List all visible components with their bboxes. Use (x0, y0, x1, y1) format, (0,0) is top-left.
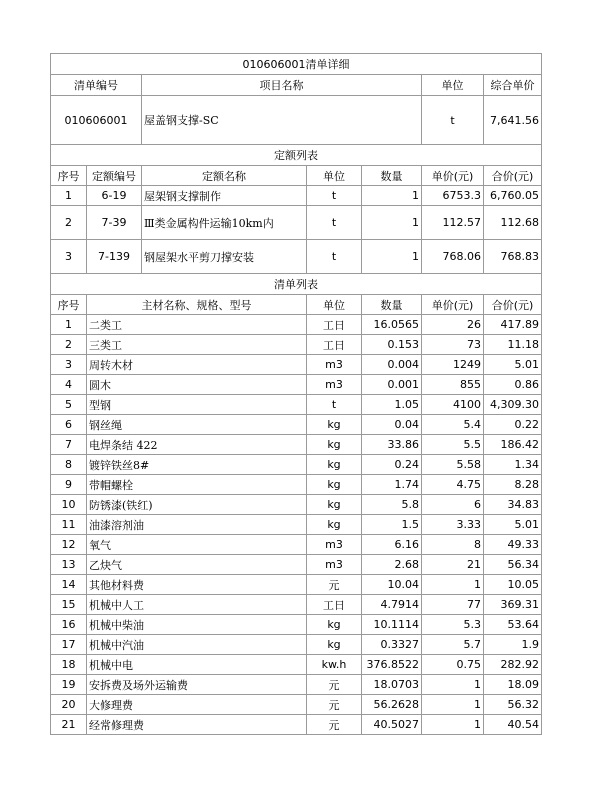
material-no: 5 (51, 395, 87, 415)
material-qty: 16.0565 (362, 315, 422, 335)
material-unit: 元 (307, 575, 362, 595)
item-header-row (51, 75, 542, 96)
material-unit: kg (307, 495, 362, 515)
material-unit: kg (307, 475, 362, 495)
quota-name: Ⅲ类金属构件运输10km内 (142, 206, 307, 240)
material-total: 18.09 (484, 675, 542, 695)
material-no: 4 (51, 375, 87, 395)
title-row (51, 54, 542, 75)
item-name: 屋盖钢支撑-SC (142, 96, 422, 145)
material-name: 氧气 (87, 535, 307, 555)
material-section-title: 清单列表 (51, 274, 542, 295)
material-header-unit: 单位 (307, 295, 362, 315)
quota-no: 3 (51, 240, 87, 274)
material-price: 5.3 (422, 615, 484, 635)
material-no: 11 (51, 515, 87, 535)
bill-detail-table (50, 53, 542, 735)
material-unit: kg (307, 515, 362, 535)
material-row (51, 675, 542, 695)
material-name: 机械中汽油 (87, 635, 307, 655)
material-unit: t (307, 395, 362, 415)
material-total: 10.05 (484, 575, 542, 595)
material-total: 8.28 (484, 475, 542, 495)
material-price: 8 (422, 535, 484, 555)
material-qty: 0.24 (362, 455, 422, 475)
material-row (51, 715, 542, 735)
material-no: 3 (51, 355, 87, 375)
material-price: 1249 (422, 355, 484, 375)
material-total: 1.34 (484, 455, 542, 475)
material-price: 5.58 (422, 455, 484, 475)
material-row (51, 695, 542, 715)
material-row (51, 575, 542, 595)
material-total: 0.86 (484, 375, 542, 395)
material-name: 其他材料费 (87, 575, 307, 595)
quota-unit: t (307, 240, 362, 274)
material-qty: 2.68 (362, 555, 422, 575)
material-row (51, 615, 542, 635)
material-total: 34.83 (484, 495, 542, 515)
material-no: 8 (51, 455, 87, 475)
material-qty: 1.05 (362, 395, 422, 415)
material-unit: 工日 (307, 335, 362, 355)
material-price: 3.33 (422, 515, 484, 535)
material-price: 73 (422, 335, 484, 355)
material-no: 18 (51, 655, 87, 675)
material-name: 油漆溶剂油 (87, 515, 307, 535)
material-total: 49.33 (484, 535, 542, 555)
material-row (51, 475, 542, 495)
material-unit: m3 (307, 355, 362, 375)
material-no: 19 (51, 675, 87, 695)
quota-price: 6753.3 (422, 186, 484, 206)
material-name: 型钢 (87, 395, 307, 415)
material-price: 77 (422, 595, 484, 615)
material-no: 14 (51, 575, 87, 595)
material-name: 机械中柴油 (87, 615, 307, 635)
material-price: 1 (422, 715, 484, 735)
quota-unit: t (307, 206, 362, 240)
material-header-qty: 数量 (362, 295, 422, 315)
quota-name: 屋架钢支撑制作 (142, 186, 307, 206)
quota-header-row (51, 166, 542, 186)
quota-row (51, 240, 542, 274)
material-total: 417.89 (484, 315, 542, 335)
material-row (51, 555, 542, 575)
material-price: 5.5 (422, 435, 484, 455)
quota-header-name: 定额名称 (142, 166, 307, 186)
material-qty: 5.8 (362, 495, 422, 515)
material-qty: 0.001 (362, 375, 422, 395)
material-name: 大修理费 (87, 695, 307, 715)
material-total: 40.54 (484, 715, 542, 735)
material-name: 乙炔气 (87, 555, 307, 575)
material-no: 10 (51, 495, 87, 515)
material-total: 56.32 (484, 695, 542, 715)
quota-total: 112.68 (484, 206, 542, 240)
quota-no: 2 (51, 206, 87, 240)
material-name: 电焊条结 422 (87, 435, 307, 455)
material-qty: 0.04 (362, 415, 422, 435)
material-unit: m3 (307, 535, 362, 555)
material-qty: 56.2628 (362, 695, 422, 715)
header-item-code: 清单编号 (51, 75, 142, 96)
header-item-unit: 单位 (422, 75, 484, 96)
material-row (51, 415, 542, 435)
material-name: 机械中电 (87, 655, 307, 675)
material-qty: 4.7914 (362, 595, 422, 615)
header-item-price: 综合单价 (484, 75, 542, 96)
material-qty: 1.5 (362, 515, 422, 535)
material-price: 5.7 (422, 635, 484, 655)
material-row (51, 315, 542, 335)
material-row (51, 495, 542, 515)
material-price: 26 (422, 315, 484, 335)
item-unit: t (422, 96, 484, 145)
material-total: 1.9 (484, 635, 542, 655)
quota-header-qty: 数量 (362, 166, 422, 186)
quota-price: 112.57 (422, 206, 484, 240)
material-unit: kg (307, 615, 362, 635)
material-total: 53.64 (484, 615, 542, 635)
quota-total: 768.83 (484, 240, 542, 274)
material-qty: 33.86 (362, 435, 422, 455)
material-no: 17 (51, 635, 87, 655)
material-no: 15 (51, 595, 87, 615)
material-qty: 40.5027 (362, 715, 422, 735)
quota-code: 7-139 (87, 240, 142, 274)
material-row (51, 375, 542, 395)
quota-qty: 1 (362, 206, 422, 240)
material-price: 6 (422, 495, 484, 515)
material-name: 带帽螺栓 (87, 475, 307, 495)
material-price: 1 (422, 575, 484, 595)
material-name: 圆木 (87, 375, 307, 395)
item-price: 7,641.56 (484, 96, 542, 145)
material-header-price: 单价(元) (422, 295, 484, 315)
material-unit: kg (307, 415, 362, 435)
material-unit: kw.h (307, 655, 362, 675)
quota-section-row (51, 145, 542, 166)
material-no: 16 (51, 615, 87, 635)
material-no: 9 (51, 475, 87, 495)
material-header-row (51, 295, 542, 315)
material-price: 0.75 (422, 655, 484, 675)
quota-header-price: 单价(元) (422, 166, 484, 186)
material-price: 21 (422, 555, 484, 575)
quota-price: 768.06 (422, 240, 484, 274)
quota-header-total: 合价(元) (484, 166, 542, 186)
material-price: 1 (422, 675, 484, 695)
quota-total: 6,760.05 (484, 186, 542, 206)
material-no: 12 (51, 535, 87, 555)
material-no: 13 (51, 555, 87, 575)
material-price: 4100 (422, 395, 484, 415)
material-total: 369.31 (484, 595, 542, 615)
material-unit: 元 (307, 715, 362, 735)
material-no: 20 (51, 695, 87, 715)
quota-unit: t (307, 186, 362, 206)
material-qty: 18.0703 (362, 675, 422, 695)
material-unit: 工日 (307, 595, 362, 615)
quota-row (51, 186, 542, 206)
material-qty: 0.3327 (362, 635, 422, 655)
material-total: 4,309.30 (484, 395, 542, 415)
material-header-name: 主材名称、规格、型号 (87, 295, 307, 315)
material-qty: 376.8522 (362, 655, 422, 675)
material-header-total: 合价(元) (484, 295, 542, 315)
material-qty: 0.153 (362, 335, 422, 355)
material-no: 1 (51, 315, 87, 335)
quota-row (51, 206, 542, 240)
material-header-no: 序号 (51, 295, 87, 315)
quota-name: 钢屋架水平剪刀撑安装 (142, 240, 307, 274)
material-name: 机械中人工 (87, 595, 307, 615)
material-name: 周转木材 (87, 355, 307, 375)
material-name: 二类工 (87, 315, 307, 335)
material-total: 5.01 (484, 355, 542, 375)
material-name: 钢丝绳 (87, 415, 307, 435)
quota-header-unit: 单位 (307, 166, 362, 186)
material-qty: 10.1114 (362, 615, 422, 635)
material-price: 855 (422, 375, 484, 395)
material-row (51, 335, 542, 355)
material-no: 6 (51, 415, 87, 435)
material-no: 21 (51, 715, 87, 735)
item-row (51, 96, 542, 145)
material-total: 56.34 (484, 555, 542, 575)
material-unit: kg (307, 435, 362, 455)
material-no: 7 (51, 435, 87, 455)
material-no: 2 (51, 335, 87, 355)
material-row (51, 535, 542, 555)
material-total: 282.92 (484, 655, 542, 675)
material-unit: 元 (307, 675, 362, 695)
material-name: 经常修理费 (87, 715, 307, 735)
material-total: 5.01 (484, 515, 542, 535)
material-price: 4.75 (422, 475, 484, 495)
material-unit: 元 (307, 695, 362, 715)
quota-code: 6-19 (87, 186, 142, 206)
material-row (51, 455, 542, 475)
material-qty: 6.16 (362, 535, 422, 555)
quota-code: 7-39 (87, 206, 142, 240)
quota-header-no: 序号 (51, 166, 87, 186)
material-row (51, 515, 542, 535)
material-row (51, 595, 542, 615)
material-row (51, 655, 542, 675)
material-name: 镀锌铁丝8# (87, 455, 307, 475)
material-qty: 10.04 (362, 575, 422, 595)
material-section-row (51, 274, 542, 295)
material-price: 1 (422, 695, 484, 715)
quota-header-code: 定额编号 (87, 166, 142, 186)
material-row (51, 435, 542, 455)
table-body (51, 54, 542, 735)
material-total: 0.22 (484, 415, 542, 435)
material-unit: kg (307, 635, 362, 655)
quota-section-title: 定额列表 (51, 145, 542, 166)
material-unit: m3 (307, 375, 362, 395)
material-unit: kg (307, 455, 362, 475)
material-qty: 0.004 (362, 355, 422, 375)
quota-qty: 1 (362, 186, 422, 206)
item-code: 010606001 (51, 96, 142, 145)
header-item-name: 项目名称 (142, 75, 422, 96)
material-name: 三类工 (87, 335, 307, 355)
material-row (51, 635, 542, 655)
material-qty: 1.74 (362, 475, 422, 495)
material-row (51, 395, 542, 415)
table-title: 010606001清单详细 (51, 54, 542, 75)
material-total: 11.18 (484, 335, 542, 355)
material-name: 安拆费及场外运输费 (87, 675, 307, 695)
quota-qty: 1 (362, 240, 422, 274)
material-name: 防锈漆(铁红) (87, 495, 307, 515)
quota-no: 1 (51, 186, 87, 206)
material-unit: 工日 (307, 315, 362, 335)
material-total: 186.42 (484, 435, 542, 455)
material-unit: m3 (307, 555, 362, 575)
material-price: 5.4 (422, 415, 484, 435)
material-row (51, 355, 542, 375)
